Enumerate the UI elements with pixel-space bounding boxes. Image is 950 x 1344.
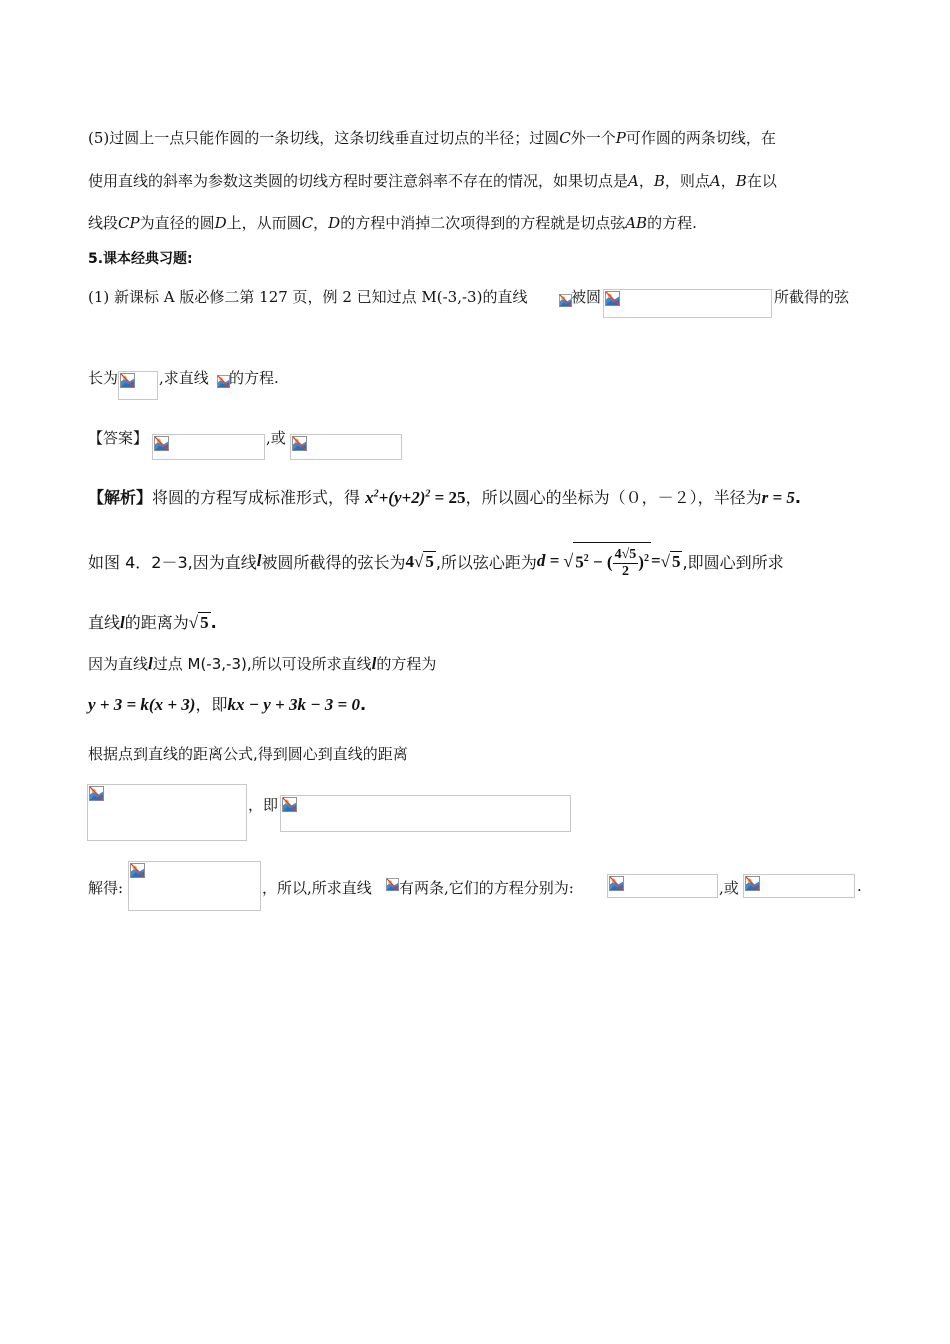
- broken-image-icon: [89, 786, 104, 801]
- problem-line2-end: 的方程.: [229, 369, 279, 387]
- analysis-line2: 如图 4．2－3,因为直线 l 被圆所截得的弦长为 4√ 5 ,所以弦心距为 d = √ $5^2$ − ( $\frac{4√5}{2}$ )$^2$ = √ 5 ,即圆心到所求: [88, 536, 784, 586]
- analysis-line8-mid: ，所以,所求直线: [262, 879, 372, 897]
- distance-equation-image: [280, 795, 571, 832]
- analysis-line6: 根据点到直线的距离公式,得到圆心到直线的距离: [88, 745, 408, 763]
- broken-image-icon: [130, 863, 145, 878]
- analysis-line8-text: 有两条,它们的方程分别为:: [399, 879, 574, 897]
- circle-equation-image: [603, 289, 772, 318]
- result-image-1: [607, 874, 718, 898]
- broken-image-icon: [609, 876, 624, 891]
- result-image-2: [743, 874, 855, 898]
- item5-line2: 使用直线的斜率为参数这类圆的切线方程时要注意斜率不存在的情况，如果切点是A，B，则点A，B在以: [88, 172, 777, 190]
- item5-line3: 线段CP为直径的圆D上，从而圆C，D的方程中消掉二次项得到的方程就是切点弦AB的方程.: [88, 214, 697, 232]
- section-heading: 5.课本经典习题:: [88, 251, 193, 267]
- analysis-line4: 因为直线l过点 M(-3,-3),所以可设所求直线l的方程为: [88, 654, 437, 673]
- analysis-line5: y + 3 = k(x + 3)，即kx − y + 3k − 3 = 0.: [88, 695, 367, 714]
- broken-image-icon: [282, 797, 297, 812]
- solution-k-image: [128, 861, 261, 911]
- problem-circle-label: 被圆: [571, 288, 602, 306]
- problem-line2-start: 长为: [88, 369, 119, 387]
- line-l-image-2: [216, 372, 230, 394]
- line-l-image: [558, 292, 572, 314]
- analysis-line8-or: ,或: [719, 879, 739, 897]
- analysis-line1: 【解析】将圆的方程写成标准形式，得 $x^2+(y+2)^2 = 25$，所以圆心的坐标为（０，－２），半径为r = 5.: [88, 488, 801, 507]
- broken-image-icon: [154, 436, 169, 451]
- problem-line1-end: 所截得的弦: [774, 288, 850, 306]
- distance-formula-image: [87, 784, 247, 841]
- line-l-image-3: [385, 876, 399, 898]
- broken-image-icon: [386, 878, 399, 891]
- answer-image-1: [152, 434, 265, 460]
- analysis-line3: 直线l的距离为√ 5 .: [88, 613, 217, 632]
- broken-image-icon: [292, 436, 307, 451]
- analysis-line8-end: .: [857, 877, 862, 895]
- analysis-line8-start: 解得:: [88, 879, 124, 897]
- answer-label: 【答案】: [88, 429, 149, 447]
- problem-line2-mid: ,求直线: [159, 369, 209, 387]
- item5-line1: (5)过圆上一点只能作圆的一条切线，这条切线垂直过切点的半径；过圆C外一个P可作圆的两条切线，在: [88, 129, 776, 147]
- answer-separator: ,或: [266, 429, 286, 447]
- broken-image-icon: [745, 876, 760, 891]
- broken-image-icon: [120, 373, 135, 388]
- problem-line1: (1) 新课标 A 版必修二第 127 页，例 2 已知过点 M(-3,-3)的直线: [88, 288, 528, 306]
- answer-image-2: [290, 434, 402, 460]
- chord-length-image: [118, 371, 158, 400]
- broken-image-icon: [605, 291, 620, 306]
- analysis-line7-sep: ，即: [248, 796, 279, 814]
